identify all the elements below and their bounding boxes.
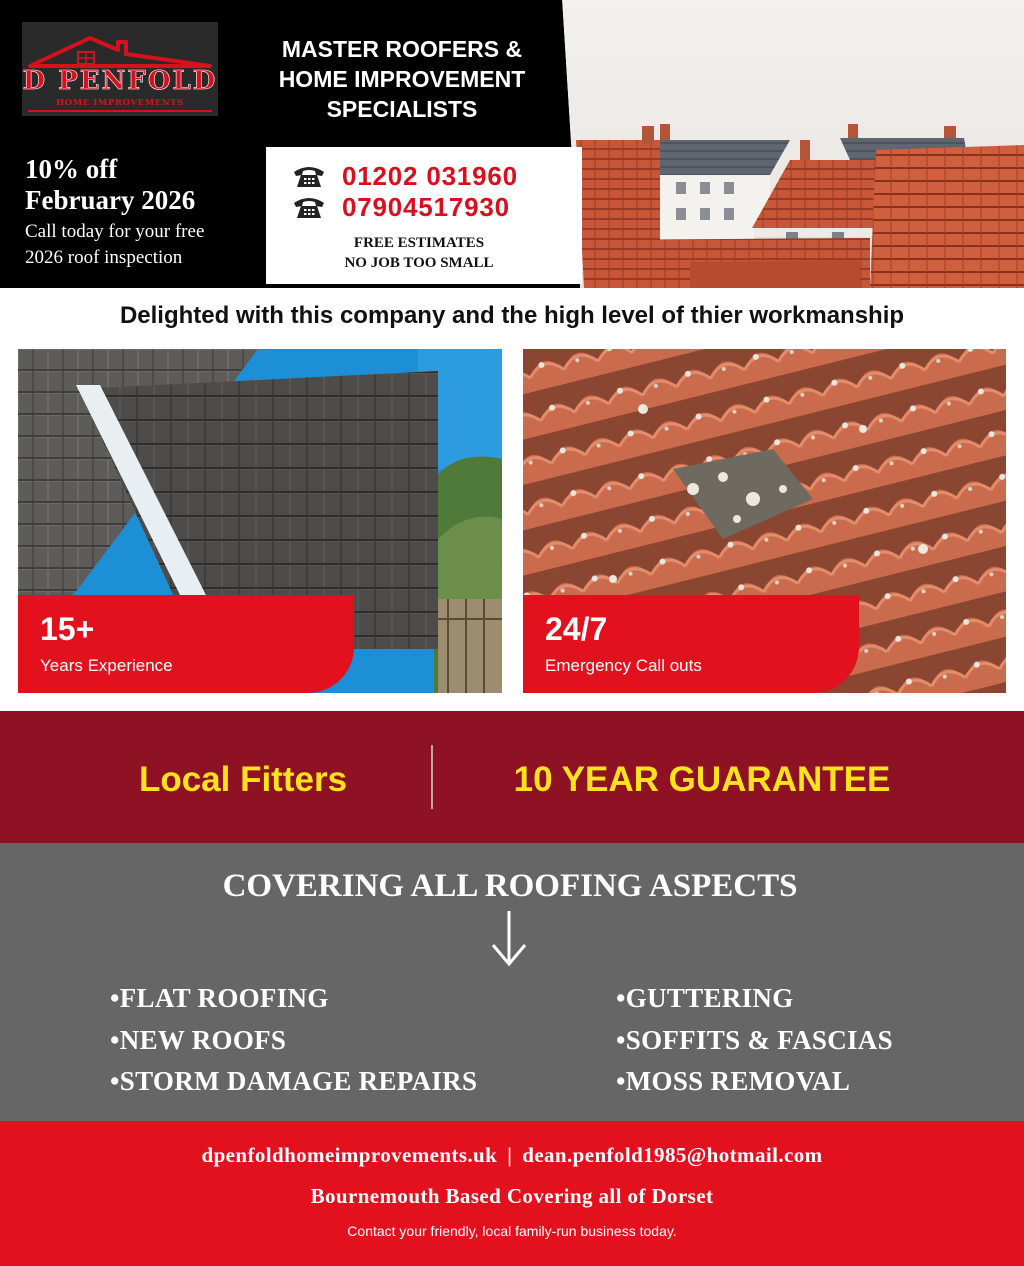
offer-text-line: Call today for your free — [25, 221, 205, 242]
logo-underline — [28, 110, 212, 112]
headline-line: HOME IMPROVEMENT — [278, 66, 526, 92]
services-list-right — [616, 978, 893, 1103]
email-link[interactable]: dean.penfold1985@hotmail.com — [522, 1143, 823, 1167]
services-section — [0, 843, 1024, 1121]
contact-box — [266, 147, 582, 284]
telephone-icon — [292, 194, 326, 220]
headline-line: SPECIALISTS — [326, 96, 478, 122]
slate-roof-photo — [18, 349, 502, 693]
offer-text-line: 2026 roof inspection — [25, 247, 183, 268]
service-item: • STORM DAMAGE REPAIRS — [110, 1061, 477, 1103]
phone-number-1[interactable]: 01202 031960 — [342, 160, 518, 191]
stat-experience — [18, 595, 354, 693]
phone-number-2[interactable]: 07904517930 — [342, 191, 510, 222]
phone-row-2[interactable] — [292, 192, 510, 222]
guarantee-text: 10 YEAR GUARANTEE — [513, 760, 891, 799]
offer-text — [25, 219, 265, 271]
offer-title — [25, 154, 265, 216]
header — [0, 0, 1024, 288]
footer — [0, 1121, 1024, 1266]
clay-tiles-photo — [523, 349, 1006, 693]
local-fitters-text: Local Fitters — [138, 760, 348, 799]
service-item: • GUTTERING — [616, 978, 893, 1020]
offer-title-line: February 2026 — [25, 185, 196, 215]
estimates-line: FREE ESTIMATES — [353, 235, 485, 251]
testimonial-quote: Delighted with this company and the high level of thier workmanship — [119, 302, 905, 329]
footer-tagline: Contact your friendly, local family-run business today. — [347, 1223, 677, 1239]
stat-emergency — [523, 595, 859, 693]
estimates-note — [266, 233, 572, 273]
stat-label: Years Experience — [40, 656, 173, 675]
down-arrow-icon — [489, 909, 529, 967]
footer-separator: | — [507, 1143, 513, 1167]
footer-contact-links — [0, 1143, 1024, 1168]
stat-value: 24/7 — [545, 611, 608, 647]
service-item: • NEW ROOFS — [110, 1020, 477, 1062]
offer-title-line: 10% off — [25, 154, 118, 184]
telephone-icon — [292, 163, 326, 189]
headline-line: MASTER ROOFERS & — [281, 36, 523, 62]
headline — [236, 34, 568, 124]
website-link[interactable]: dpenfoldhomeimprovements.uk — [201, 1143, 498, 1167]
service-item: • MOSS REMOVAL — [616, 1061, 893, 1103]
logo-subtitle: HOME IMPROVEMENTS — [56, 98, 184, 108]
phone-row-1[interactable] — [292, 161, 518, 191]
services-title: COVERING ALL ROOFING ASPECTS — [222, 868, 798, 904]
estimates-line: NO JOB TOO SMALL — [344, 255, 494, 271]
stat-value: 15+ — [40, 611, 95, 647]
logo-name: D PENFOLD — [22, 66, 218, 96]
stat-label: Emergency Call outs — [545, 656, 702, 675]
services-list-left — [110, 978, 477, 1103]
guarantee-band — [0, 711, 1024, 843]
service-item: • SOFFITS & FASCIAS — [616, 1020, 893, 1062]
service-item: • FLAT ROOFING — [110, 978, 477, 1020]
company-logo — [22, 22, 218, 116]
service-area: Bournemouth Based Covering all of Dorset — [310, 1184, 714, 1208]
